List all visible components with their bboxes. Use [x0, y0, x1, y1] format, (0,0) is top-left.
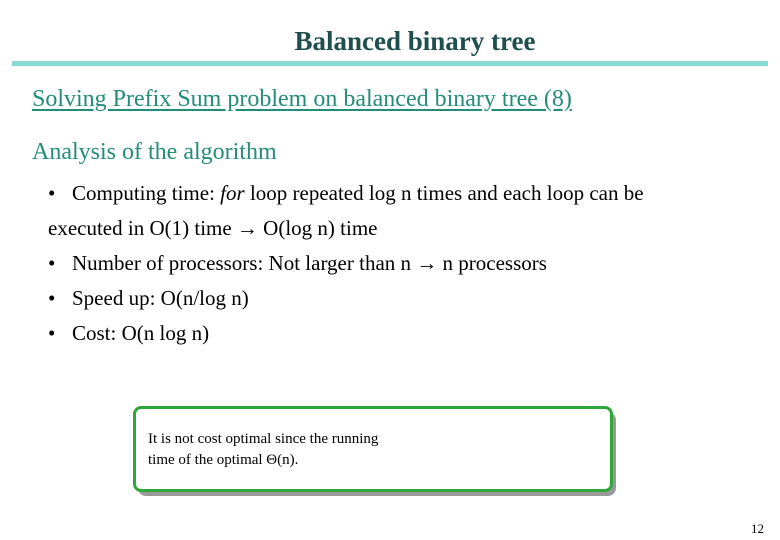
- bullet-dot-icon: •: [48, 181, 56, 205]
- bullet-dot-icon: •: [48, 286, 56, 310]
- bullet-cost: [48, 316, 748, 351]
- page-number: 12: [751, 521, 764, 536]
- bullet-dot-icon: •: [48, 251, 56, 275]
- cost-text: Cost: O(n log n): [72, 321, 210, 345]
- bullet-speedup: [48, 281, 748, 316]
- slide-title: Balanced binary tree: [294, 26, 536, 56]
- computing-text: loop repeated log n times and each loop can be: [244, 181, 644, 205]
- bullet-computing-time: [48, 176, 748, 211]
- section-heading: Analysis of the algorithm: [32, 139, 277, 165]
- speedup-text: Speed up: O(n/log n): [72, 286, 249, 310]
- slide-subtitle: Solving Prefix Sum problem on balanced binary tree (8): [32, 86, 572, 112]
- callout-box: [133, 406, 613, 492]
- computing-for-keyword: for: [220, 181, 245, 205]
- computing-label: Computing time:: [72, 181, 221, 205]
- bullet-computing-continuation: executed in O(1) time → O(log n) time: [48, 216, 378, 240]
- title-divider: [12, 61, 768, 66]
- callout-line-1: It is not cost optimal since the running: [148, 431, 379, 447]
- bullet-dot-icon: •: [48, 321, 56, 345]
- processors-text: Number of processors: Not larger than n → n processors: [72, 251, 547, 275]
- callout-line-2: time of the optimal Θ(n).: [148, 452, 299, 468]
- bullet-processors: [48, 246, 748, 281]
- callout-text: [148, 429, 588, 471]
- bullet-list: [48, 176, 748, 351]
